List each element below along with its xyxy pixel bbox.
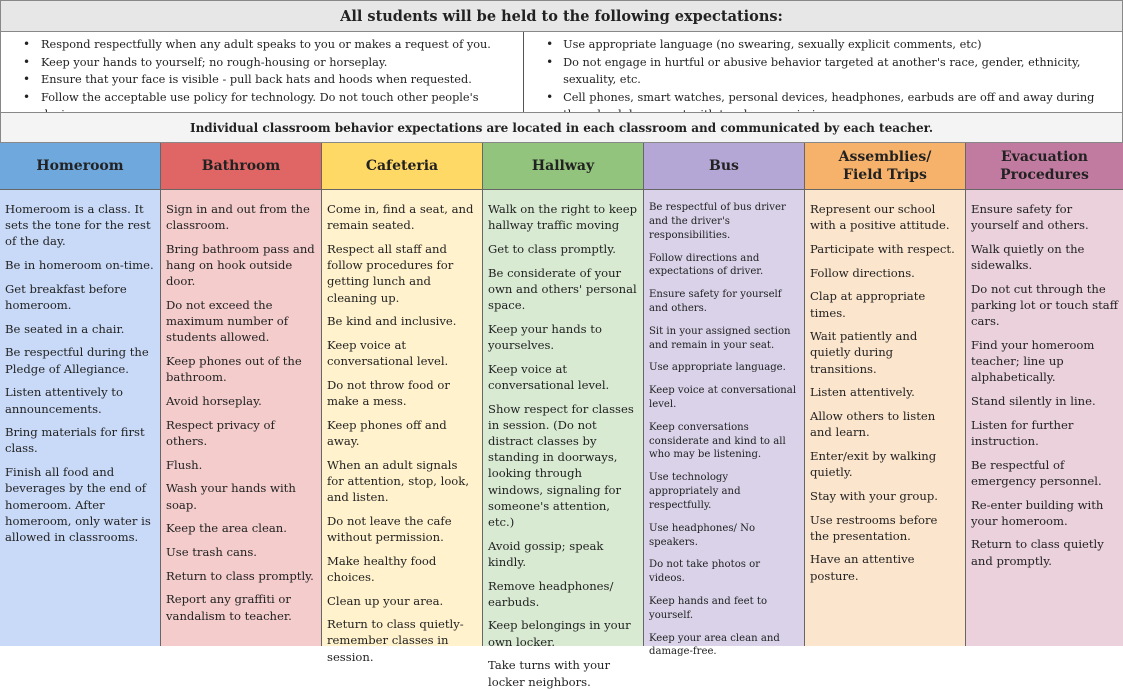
column-body — [805, 190, 965, 584]
column-heading: Bus — [644, 143, 804, 190]
rule-item: Do not take photos or videos. — [649, 559, 761, 585]
rule-item: Use trash cans. — [166, 544, 257, 559]
rule-item: Flush. — [166, 457, 203, 472]
rule-item: When an adult signals for attention, stop, look, and listen. — [327, 457, 470, 505]
rule-item: Take turns with your locker neighbors. — [488, 658, 611, 689]
rule-item: Return to class promptly. — [166, 568, 314, 583]
rule-item: Keep your area clean and damage-free. — [649, 632, 780, 658]
rule-item: Do not leave the cafe without permission. — [327, 513, 452, 544]
column-evacuation-procedures — [966, 143, 1123, 646]
rule-item: Use appropriate language. — [649, 362, 786, 374]
rule-item: Finish all food and beverages by the end of homeroom. After homeroom, only water is allowed in classrooms. — [5, 465, 151, 544]
rule-item: Allow others to listen and learn. — [810, 409, 936, 440]
rule-item: Clap at appropriate times. — [810, 289, 926, 320]
rule-item: Enter/exit by walking quietly. — [810, 448, 937, 480]
expectation-item: • Follow the acceptable use policy for technology. Do not touch other people's — [1, 89, 523, 124]
rule-item: Ensure safety for yourself and others. — [649, 289, 782, 315]
column-heading: Assemblies/ Field Trips — [805, 143, 965, 190]
rule-item: Keep voice at conversational level. — [649, 385, 797, 410]
rule-item: Keep belongings in your own locker. — [488, 618, 631, 649]
expectation-item: • Cell phones, smart watches, personal devices, headphones, earbuds are off and away during — [524, 89, 1122, 124]
rule-item: Return to class quietly- remember classes in session. — [327, 617, 464, 664]
rule-item: Use restrooms before the presentation. — [810, 512, 938, 543]
rule-item: Remove headphones/ earbuds. — [488, 578, 614, 609]
column-body — [0, 190, 160, 545]
rule-item: Listen for further instruction. — [971, 417, 1074, 448]
rule-item: Be considerate of your own and others' personal space. — [488, 265, 637, 313]
column-bus — [644, 143, 805, 658]
column-body — [644, 190, 804, 659]
rule-item: Represent our school with a positive attitude. — [810, 202, 950, 233]
rule-item: Participate with respect. — [810, 241, 955, 256]
expectation-item: • Respond respectfully when any adult speaks to you or makes a request of you. — [1, 36, 523, 54]
column-body — [483, 190, 643, 690]
rule-item: Be seated in a chair. — [5, 321, 125, 336]
rule-item: Use technology appropriately and respectfully. — [649, 472, 741, 511]
classroom-note: Individual classroom behavior expectations are located in each classroom and communicated by each teacher. — [0, 112, 1123, 143]
rule-item: Clean up your area. — [327, 593, 444, 608]
general-expectations-right — [524, 32, 1122, 112]
rule-item: Sign in and out from the classroom. — [166, 202, 310, 233]
rule-item: Come in, find a seat, and remain seated. — [327, 202, 474, 233]
column-homeroom — [0, 143, 161, 646]
rule-item: Be respectful of bus driver and the driver's responsibilities. — [649, 202, 786, 241]
rule-item: Re-enter building with your homeroom. — [971, 497, 1104, 528]
location-columns — [0, 143, 1123, 689]
rule-item: Walk on the right to keep hallway traffic moving — [488, 202, 638, 233]
expectation-item: • Keep your hands to yourself; no rough-housing or horseplay. — [1, 54, 523, 72]
rule-item: Keep voice at conversational level. — [327, 337, 449, 369]
expectation-item: • Ensure that your face is visible - pull back hats and hoods when requested. — [1, 71, 523, 89]
column-heading: Bathroom — [161, 143, 321, 190]
expectation-item: • Use appropriate language (no swearing, sexually explicit comments, etc) — [524, 36, 1122, 54]
rule-item: Listen attentively. — [810, 385, 915, 400]
rule-item: Do not throw food or make a mess. — [327, 377, 450, 409]
rule-item: Be kind and inclusive. — [327, 314, 457, 329]
rule-item: Keep conversations considerate and kind to all who may be listening. — [649, 421, 786, 461]
rule-item: Find your homeroom teacher; line up alphabetically. — [971, 337, 1095, 385]
rule-item: Keep your hands to yourselves. — [488, 321, 602, 352]
rule-item: Stay with your group. — [810, 488, 938, 503]
expectation-item: • Do not engage in hurtful or abusive behavior targeted at another's race, gender, ethnicity, sexuality, etc. — [524, 54, 1122, 89]
rule-item: Stand silently in line. — [971, 394, 1096, 409]
rule-item: Be in homeroom on-time. — [5, 258, 154, 273]
rule-item: Wait patiently and quietly during transitions. — [810, 329, 918, 376]
column-heading: Evacuation Procedures — [966, 143, 1123, 190]
rule-item: Do not exceed the maximum number of students allowed. — [166, 298, 289, 345]
rule-item: Wash your hands with soap. — [166, 481, 296, 512]
rule-item: Return to class quietly and promptly. — [971, 537, 1104, 568]
rule-item: Be respectful during the Pledge of Allegiance. — [5, 345, 149, 376]
rule-item: Keep phones out of the bathroom. — [166, 354, 302, 385]
rule-item: Avoid horseplay. — [166, 394, 262, 409]
general-expectations-left — [1, 32, 524, 112]
rule-item: Get breakfast before homeroom. — [5, 281, 127, 313]
rule-item: Do not cut through the parking lot or touch staff cars. — [971, 281, 1118, 329]
rule-item: Keep phones off and away. — [327, 417, 447, 448]
rule-item: Avoid gossip; speak kindly. — [488, 538, 604, 569]
rule-item: Follow directions and expectations of driver. — [649, 252, 764, 278]
rule-item: Listen attentively to announcements. — [5, 385, 123, 416]
rule-item: Get to class promptly. — [488, 241, 616, 256]
page-title: All students will be held to the following expectations: — [0, 0, 1123, 32]
column-heading: Hallway — [483, 143, 643, 190]
rule-item: Make healthy food choices. — [327, 553, 437, 584]
column-hallway — [483, 143, 644, 689]
rule-item: Follow directions. — [810, 265, 915, 280]
column-heading: Homeroom — [0, 143, 160, 190]
column-body — [161, 190, 321, 624]
rule-item: Homeroom is a class. It sets the tone for the rest of the day. — [5, 202, 151, 249]
rule-item: Walk quietly on the sidewalks. — [971, 241, 1085, 273]
column-body — [322, 190, 482, 665]
rule-item: Respect privacy of others. — [166, 417, 275, 448]
rule-item: Keep hands and feet to yourself. — [649, 595, 768, 621]
column-bathroom — [161, 143, 322, 646]
column-body — [966, 190, 1123, 569]
rule-item: Be respectful of emergency personnel. — [971, 457, 1102, 488]
rule-item: Use headphones/ No speakers. — [649, 522, 756, 548]
column-cafeteria — [322, 143, 483, 664]
rule-item: Bring bathroom pass and hang on hook outside door. — [166, 241, 315, 289]
rule-item: Ensure safety for yourself and others. — [971, 202, 1089, 233]
column-assemblies-field-trips — [805, 143, 966, 646]
rule-item: Keep voice at conversational level. — [488, 361, 610, 392]
general-expectations — [0, 32, 1123, 112]
column-heading: Cafeteria — [322, 143, 482, 190]
rule-item: Respect all staff and follow procedures for getting lunch and cleaning up. — [327, 241, 454, 305]
rule-item: Sit in your assigned section and remain in your seat. — [649, 325, 791, 351]
rule-item: Keep the area clean. — [166, 521, 287, 536]
rule-item: Report any graffiti or vandalism to teacher. — [166, 592, 292, 623]
rule-item: Have an attentive posture. — [810, 552, 915, 583]
rule-item: Bring materials for first class. — [5, 425, 145, 456]
rule-item: Show respect for classes in session. (Do not distract classes by standing in doorways, looking through windows, signaling for someone's attention, etc.) — [488, 401, 634, 529]
